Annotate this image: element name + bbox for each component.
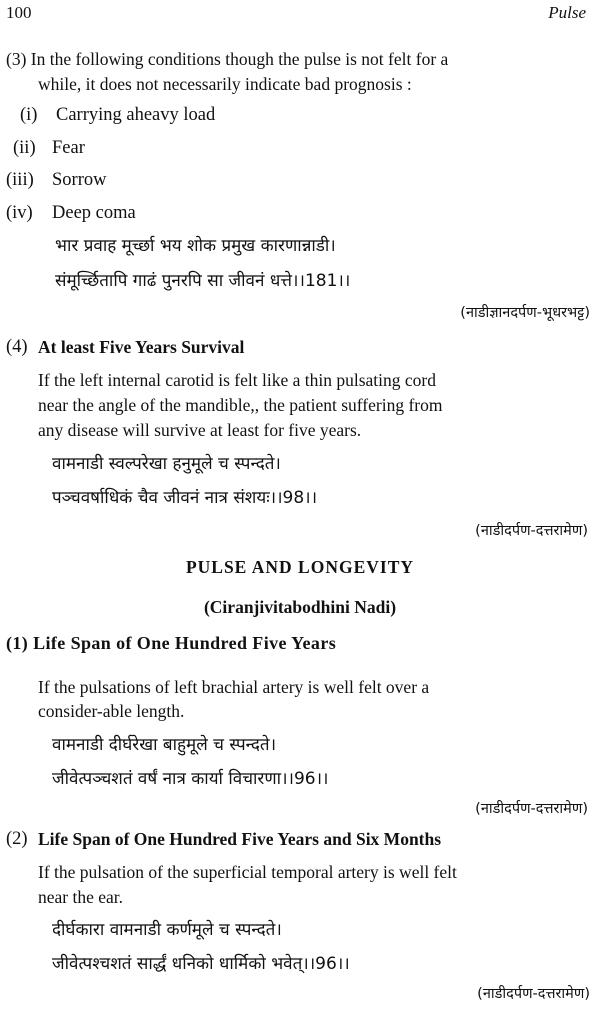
verse-source: (नाडीदर्पण-दत्तरामेण): [477, 986, 590, 1002]
sanskrit-verse-line: वामनाडी दीर्घरेखा बाहुमूले च स्पन्दते।: [52, 735, 277, 755]
sanskrit-verse-line: भार प्रवाह मूर्च्छा भय शोक प्रमुख कारणान्नाडी।: [55, 236, 336, 256]
list-item-num: (iv): [6, 203, 33, 223]
verse-source: (नाडीदर्पण-दत्तरामेण): [475, 801, 588, 817]
section4-number: (4): [6, 337, 28, 357]
sanskrit-verse-line: पञ्चवर्षाधिकं चैव जीवनं नात्र संशयः।।98।।: [52, 488, 318, 508]
sanskrit-verse-line: वामनाडी स्वल्परेखा हनुमूले च स्पन्दते।: [52, 454, 281, 474]
sanskrit-verse-line: दीर्घकारा वामनाडी कर्णमूले च स्पन्दते।: [52, 920, 282, 940]
section3-intro-line1: (3) In the following conditions though the pulse is not felt for a: [6, 49, 449, 69]
section3-intro-line2: while, it does not necessarily indicate bad prognosis :: [38, 74, 412, 94]
paragraph-line: If the pulsations of left brachial artery is well felt over a: [38, 677, 430, 697]
paragraph-line: If the pulsation of the superficial temporal artery is well felt: [38, 862, 457, 882]
list-item-text: Carrying aheavy load: [56, 105, 216, 125]
verse-source: (नाडीज्ञानदर्पण-भूधरभट्ट): [460, 305, 590, 321]
paragraph-line: any disease will survive at least for five years.: [38, 420, 362, 440]
list-item-text: Deep coma: [52, 203, 136, 223]
list-item-num: (iii): [6, 170, 34, 190]
list-item-text: Fear: [52, 138, 85, 158]
paragraph-line: near the ear.: [38, 887, 124, 907]
sanskrit-verse-line: जीवेत्पञ्चशतं वर्षं नात्र कार्या विचारणा।।96।।: [52, 769, 329, 789]
sanskrit-verse-line: संमूर्च्छितापि गाढं पुनरपि सा जीवनं धत्ते।।181।।: [55, 271, 351, 291]
paragraph-line: If the left internal carotid is felt like a thin pulsating cord: [38, 370, 436, 390]
list-item-text: Sorrow: [52, 170, 107, 190]
running-title: Pulse: [548, 3, 586, 22]
list-item-num: (i): [20, 105, 38, 125]
subsection1-heading: (1) Life Span of One Hundred Five Years: [6, 633, 337, 653]
section-subtitle: (Ciranjivitabodhini Nadi): [203, 597, 397, 617]
verse-source: (नाडीदर्पण-दत्तरामेण): [475, 523, 588, 539]
list-item-num: (ii): [13, 138, 36, 158]
section4-heading: At least Five Years Survival: [38, 337, 245, 357]
sanskrit-verse-line: जीवेत्पश्चशतं सार्द्धं धनिको धार्मिको भवेत्।।96।।: [52, 954, 350, 974]
paragraph-line: consider-able length.: [38, 701, 185, 721]
subsection2-heading: Life Span of One Hundred Five Years and Six Months: [38, 829, 442, 849]
paragraph-line: near the angle of the mandible,, the patient suffering from: [38, 395, 443, 415]
page-number: 100: [6, 3, 32, 22]
section-title: PULSE AND LONGEVITY: [185, 557, 415, 577]
subsection2-number: (2): [6, 829, 28, 849]
